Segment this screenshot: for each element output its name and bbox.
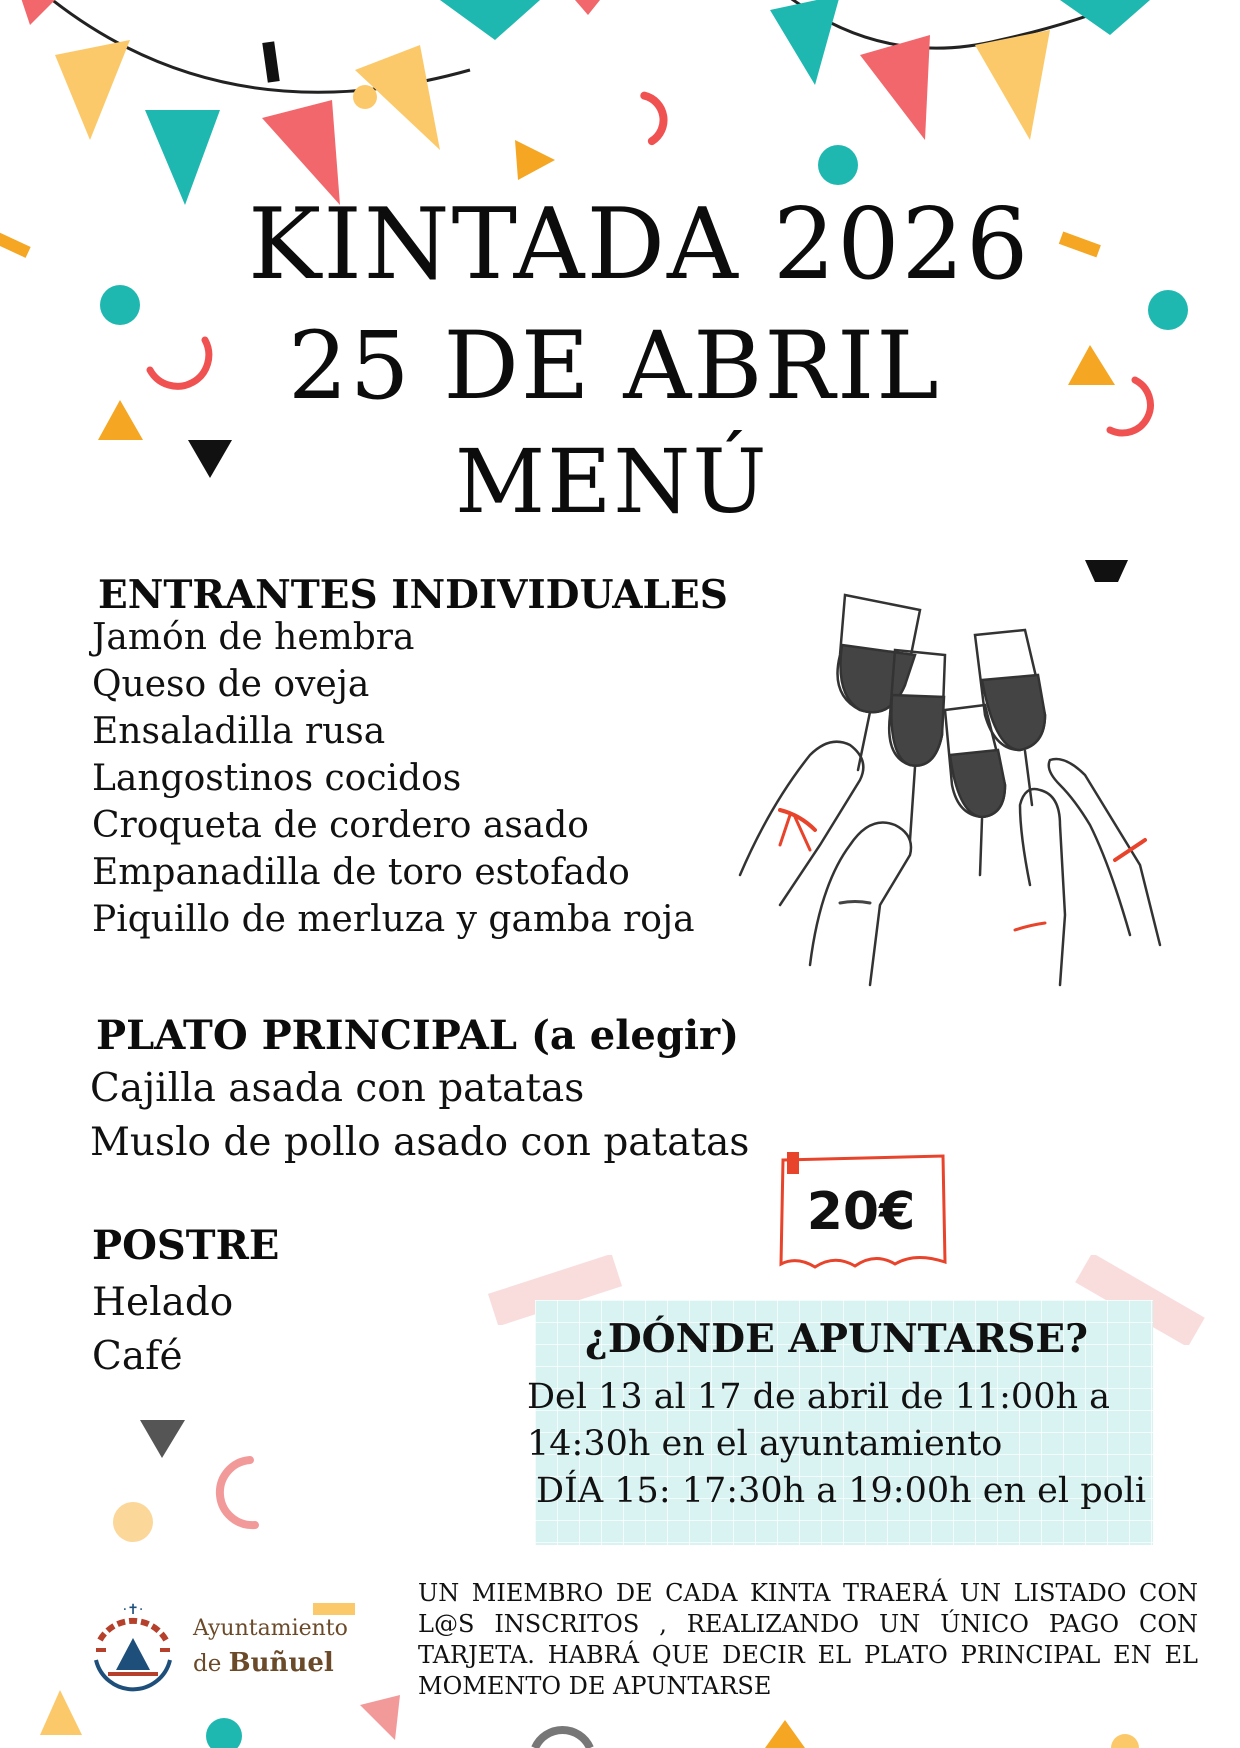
signup-line-1: Del 13 al 17 de abril de 11:00h a: [527, 1377, 1111, 1417]
toasting-glasses-icon: [720, 585, 1170, 995]
plato-principal-list: [90, 1062, 749, 1170]
list-item: Jamón de hembra: [92, 617, 415, 658]
list-item: Café: [92, 1334, 183, 1379]
signup-line-2: 14:30h en el ayuntamiento: [527, 1424, 1003, 1464]
list-item: Croqueta de cordero asado: [92, 805, 589, 846]
page-title: KINTADA 2026: [248, 188, 1031, 302]
entrantes-heading: ENTRANTES INDIVIDUALES: [98, 572, 728, 618]
svg-text:·✝·: ·✝·: [122, 1602, 144, 1618]
list-item: Ensaladilla rusa: [92, 711, 386, 752]
list-item: Cajilla asada con patatas: [90, 1066, 585, 1111]
plato-principal-heading: PLATO PRINCIPAL (a elegir): [96, 1012, 740, 1059]
footer-note: UN MIEMBRO DE CADA KINTA TRAERÁ UN LISTADO CON L@S INSCRITOS , REALIZANDO UN ÚNICO PAGO CON TARJETA. HABRÁ QUE DECIR EL PLATO PRINCIPAL EN EL MOMENTO DE APUNTARSE: [418, 1579, 1198, 1700]
logo-text-ayuntamiento: Ayuntamiento: [193, 1616, 348, 1641]
logo-text-town: [193, 1648, 334, 1678]
menu-heading: MENÚ: [455, 430, 769, 533]
logo-text-name: Buñuel: [228, 1648, 334, 1678]
logo-text-prefix: de: [193, 1651, 229, 1677]
list-item: Queso de oveja: [92, 664, 370, 705]
list-item: Muslo de pollo asado con patatas: [90, 1120, 750, 1165]
price-tag: [775, 1152, 947, 1272]
postre-heading: POSTRE: [92, 1222, 280, 1269]
list-item: Helado: [92, 1280, 234, 1325]
signup-line-3: DÍA 15: 17:30h a 19:00h en el poli: [536, 1471, 1147, 1511]
event-date: 25 DE ABRIL: [288, 312, 941, 421]
list-item: Empanadilla de toro estofado: [92, 852, 630, 893]
price-label: 20€: [806, 1182, 916, 1242]
entrantes-list: [92, 614, 695, 943]
postre-list: [92, 1276, 233, 1384]
town-hall-crest-icon: [88, 1598, 178, 1708]
list-item: Piquillo de merluza y gamba roja: [92, 899, 695, 940]
signup-title: ¿DÓNDE APUNTARSE?: [585, 1316, 1088, 1362]
list-item: Langostinos cocidos: [92, 758, 462, 799]
